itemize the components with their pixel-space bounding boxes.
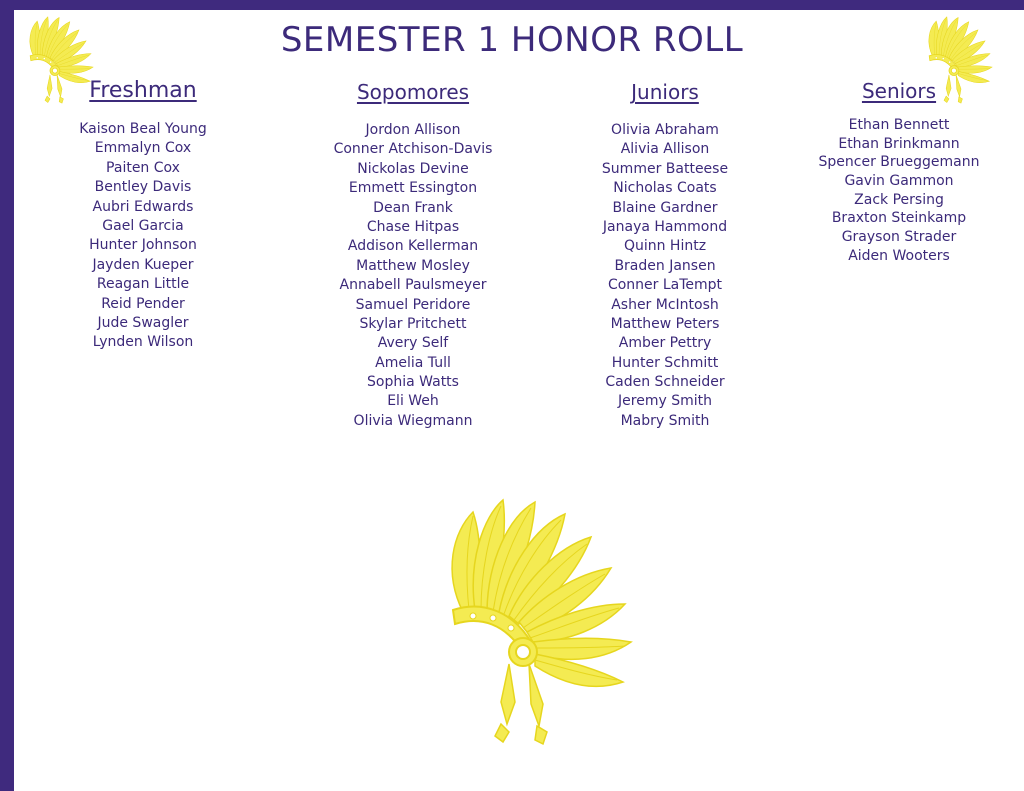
list-item: Aiden Wooters — [848, 247, 950, 264]
list-item: Kaison Beal Young — [79, 121, 207, 137]
list-item: Conner Atchison-Davis — [333, 141, 493, 158]
list-item: Janaya Hammond — [602, 218, 728, 235]
list-item: Aubri Edwards — [92, 198, 194, 215]
list-item: Sophia Watts — [367, 374, 459, 391]
list-item: Annabell Paulsmeyer — [339, 277, 487, 294]
list-item: Summer Batteese — [601, 160, 729, 177]
list-item: Jordon Allison — [365, 122, 461, 138]
column-freshman — [23, 78, 263, 353]
list-item: Ethan Brinkmann — [838, 135, 960, 152]
list-item: Amber Pettry — [618, 335, 712, 352]
list-item: Olivia Wiegmann — [353, 412, 473, 429]
list-item: Paiten Cox — [106, 159, 180, 176]
column-sopomores — [293, 79, 533, 431]
column-header: Juniors — [631, 80, 699, 104]
list-item: Jeremy Smith — [618, 393, 712, 410]
list-item: Emmett Essington — [348, 180, 478, 197]
list-item: Olivia Abraham — [611, 122, 719, 138]
list-item: Braxton Steinkamp — [831, 210, 967, 227]
list-item: Dean Frank — [373, 199, 453, 216]
list-item: Conner LaTempt — [607, 277, 723, 294]
list-item: Hunter Schmitt — [611, 354, 719, 371]
column-header: Sopomores — [356, 80, 470, 104]
list-item: Chase Hitpas — [366, 218, 460, 235]
list-item: Addison Kellerman — [347, 238, 479, 255]
list-item: Ethan Bennett — [848, 117, 950, 133]
list-item: Hunter Johnson — [89, 237, 197, 254]
list-item: Jayden Kueper — [92, 256, 194, 273]
list-item: Matthew Peters — [610, 315, 720, 332]
list-item: Bentley Davis — [94, 179, 192, 196]
list-item: Nickolas Devine — [357, 160, 469, 177]
page-title: SEMESTER 1 HONOR ROLL — [280, 20, 744, 60]
list-item: Emmalyn Cox — [94, 140, 192, 157]
column-seniors — [779, 78, 1019, 266]
list-item: Zack Persing — [854, 191, 944, 208]
list-item: Alivia Allison — [620, 141, 710, 158]
list-item: Gael Garcia — [102, 217, 184, 234]
list-item: Matthew Mosley — [356, 257, 470, 274]
list-item: Lynden Wilson — [92, 334, 194, 351]
list-item: Skylar Pritchett — [359, 315, 467, 332]
headdress-icon — [430, 492, 656, 752]
name-list — [293, 121, 533, 431]
list-item: Gavin Gammon — [844, 173, 954, 190]
list-item: Jude Swagler — [97, 314, 189, 331]
name-list — [23, 120, 263, 353]
column-header: Seniors — [861, 79, 937, 103]
list-item: Braden Jansen — [614, 257, 716, 274]
list-item: Spencer Brueggemann — [818, 154, 980, 171]
list-item: Avery Self — [377, 335, 449, 352]
column-header: Freshman — [89, 78, 197, 103]
list-item: Eli Weh — [387, 393, 439, 410]
name-list — [545, 121, 785, 431]
left-border — [0, 0, 14, 791]
list-item: Nicholas Coats — [613, 180, 717, 197]
list-item: Amelia Tull — [375, 354, 451, 371]
list-item: Grayson Strader — [841, 229, 957, 246]
name-list — [779, 116, 1019, 266]
list-item: Quinn Hintz — [623, 238, 707, 255]
list-item: Reagan Little — [96, 276, 190, 293]
list-item: Caden Schneider — [605, 374, 725, 391]
top-border — [0, 0, 1024, 10]
list-item: Mabry Smith — [620, 412, 710, 429]
column-juniors — [545, 79, 785, 431]
list-item: Reid Pender — [101, 295, 185, 312]
list-item: Samuel Peridore — [355, 296, 471, 313]
list-item: Asher McIntosh — [611, 296, 719, 313]
list-item: Blaine Gardner — [612, 199, 718, 216]
